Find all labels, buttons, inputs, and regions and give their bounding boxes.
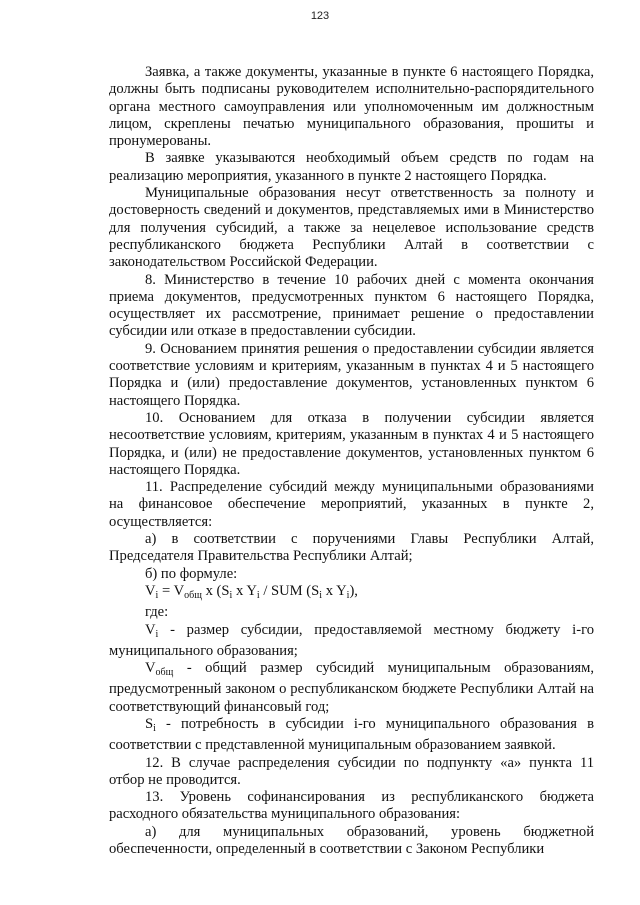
paragraph: б) по формуле: (145, 565, 238, 582)
paragraph: а) в соответствии с поручениями Главы Республики Алтай, Председателя Правительства Республики Алтай; (109, 531, 594, 565)
paragraph: Муниципальные образования несут ответственность за полноту и достоверность сведений и документов, представляемых ими в Министерство для получения субсидий, а также за нецелевое использование средств республиканского бюджета Республики Алтай в соответствии с законодательством Российской Федерации. (109, 185, 594, 271)
definition: $V_{общ}$ - общий размер субсидий муниципальным образованиям, предусмотренный законом о республиканском бюджете Республики Алтай на соответствующий финансовый год; (109, 660, 594, 715)
paragraph: а) для муниципальных образований, уровень бюджетной обеспеченности, определенный в соответствии с Законом Республики (109, 823, 594, 858)
paragraph: 9. Основанием принятия решения о предоставлении субсидии является соответствие условиям и критериям, указанным в пунктах 4 и 5 настоящего Порядка и (или) предоставление документов, установленных пунктом 6 настоящего Порядка. (109, 340, 594, 409)
definition: $V_i$ - размер субсидии, предоставляемой местному бюджету i-го муниципального образования; (109, 621, 594, 659)
page-number: 123 (310, 10, 330, 22)
paragraph: В заявке указываются необходимый объем средств по годам на реализацию мероприятия, указанного в пункте 2 настоящего Порядка. (109, 150, 594, 184)
formula-line: $V_i = V_{общ}$ x ($S_i$ x $Y_i$ / SUM ($S_i$ x $Y_i$), (145, 582, 358, 601)
where-label: где: (145, 604, 169, 621)
paragraph: 12. В случае распределения субсидии по подпункту «а» пункта 11 отбор не проводится. (109, 754, 594, 788)
document-body (109, 64, 594, 858)
paragraph: Заявка, а также документы, указанные в пункте 6 настоящего Порядка, должны быть подписаны руководителем исполнительно-распорядительного органа местного самоуправления или уполномоченным им должностным лицом, скреплены печатью муниципального образования, прошиты и пронумерованы. (109, 64, 594, 150)
paragraph: 13. Уровень софинансирования из республиканского бюджета расходного обязательства муниципального образования: (109, 789, 594, 823)
paragraph: 10. Основанием для отказа в получении субсидии является несоответствие условиям, критериям, указанным в пунктах 4 и 5 настоящего Порядка, и (или) не предоставление документов, установленных пунктом 6 настоящего Порядка. (109, 409, 594, 478)
paragraph: 8. Министерство в течение 10 рабочих дней с момента окончания приема документов, предусмотренных пунктом 6 настоящего Порядка, осуществляет их рассмотрение, принимает решение о предоставлении субсидии или отказе в предоставлении субсидии. (109, 271, 594, 340)
paragraph: 11. Распределение субсидий между муниципальными образованиями на финансовое обеспечение мероприятий, указанных в пункте 2, осуществляется: (109, 479, 594, 530)
definition: $S_i$ - потребность в субсидии i-го муниципального образования в соответствии с представленной муниципальным образованием заявкой. (109, 715, 594, 754)
